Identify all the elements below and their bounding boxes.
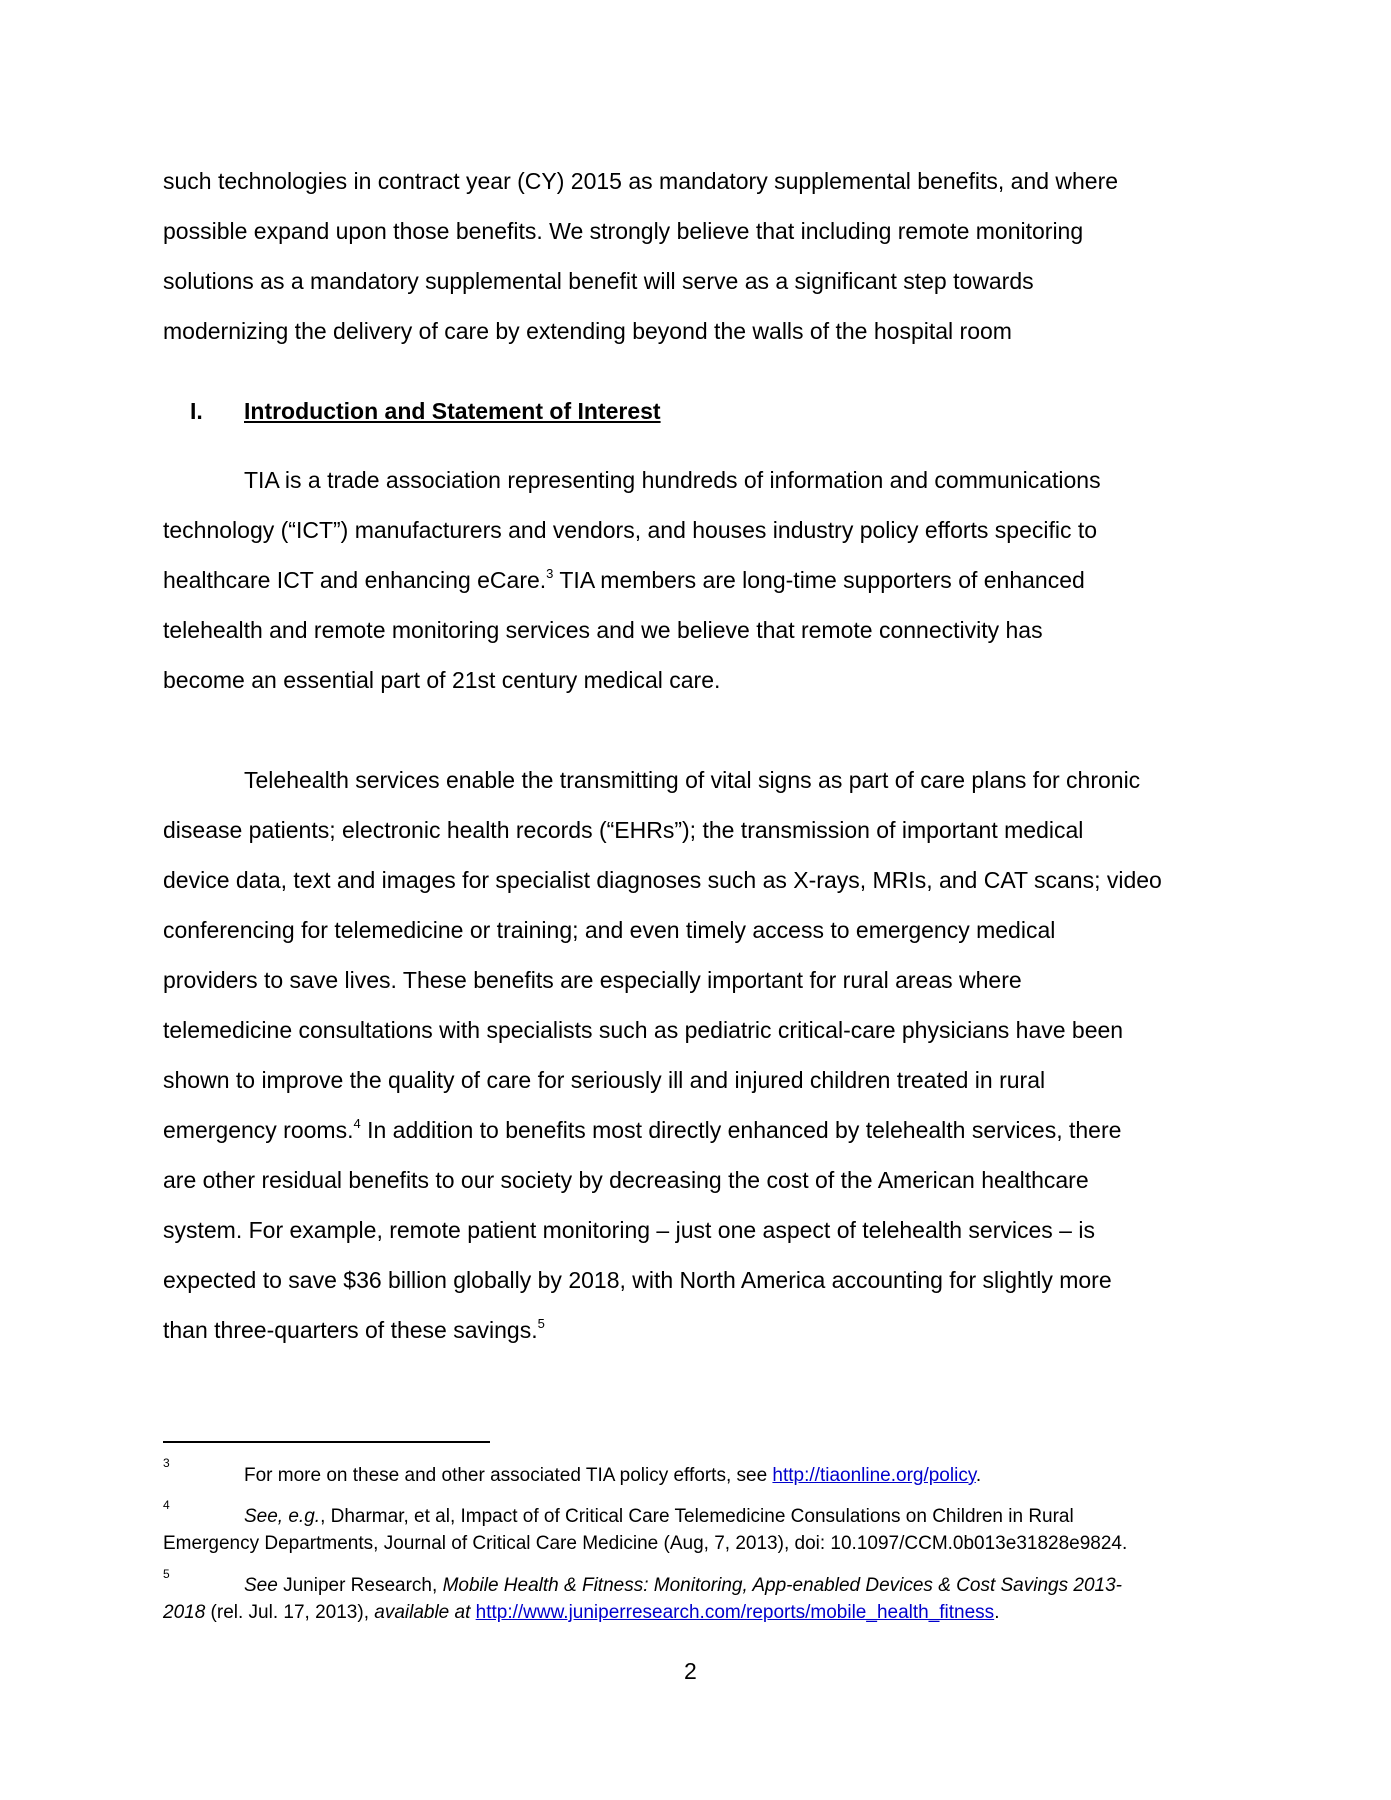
footnote-mark-5: 5 (163, 1567, 170, 1581)
footnote-text: For more on these and other associated TIA policy efforts, see (244, 1465, 773, 1486)
body-text-line: technology (“ICT”) manufacturers and vendors, and houses industry policy efforts specific to (163, 517, 1098, 543)
footnote-3 (244, 1462, 981, 1489)
text-segment: In addition to benefits most directly enhanced by telehealth services, there (360, 1117, 1122, 1143)
body-text-line: become an essential part of 21st century medical care. (163, 667, 721, 693)
body-text-line (163, 565, 1085, 595)
text-segment: than three-quarters of these savings. (163, 1317, 538, 1343)
footnote-title: 2018 (163, 1602, 206, 1623)
footnote-mark-4: 4 (163, 1498, 170, 1512)
body-text-line: are other residual benefits to our society by decreasing the cost of the American healthcare (163, 1167, 1089, 1193)
footnote-italic: See (244, 1575, 278, 1596)
body-text-line: possible expand upon those benefits. We strongly believe that including remote monitoring (163, 218, 1084, 244)
section-heading: Introduction and Statement of Interest (244, 398, 661, 424)
footnote-italic: See, e.g. (244, 1506, 321, 1527)
footnote-5-line2 (163, 1599, 999, 1626)
section-number: I. (190, 398, 203, 424)
footnote-ref-5[interactable]: 5 (537, 1316, 545, 1331)
body-text-line: system. For example, remote patient monitoring – just one aspect of telehealth services – is (163, 1217, 1095, 1243)
footnote-5-link[interactable]: http://www.juniperresearch.com/reports/mobile_health_fitness (475, 1602, 995, 1623)
page-number: 2 (684, 1658, 697, 1684)
footnote-4-line2: Emergency Departments, Journal of Critical Care Medicine (Aug, 7, 2013), doi: 10.1097/CCM.0b013e31828e9824. (163, 1533, 1128, 1554)
body-text-line: device data, text and images for specialist diagnoses such as X-rays, MRIs, and CAT scans; video (163, 867, 1162, 893)
footnote-text: , Dharmar, et al, Impact of of Critical Care Telemedicine Consulations on Children in Rural (320, 1506, 1074, 1527)
footnote-4-line1 (244, 1503, 1074, 1530)
body-text-line (163, 1315, 545, 1345)
footnote-text: Juniper Research, (277, 1575, 443, 1596)
body-text-line: telehealth and remote monitoring services and we believe that remote connectivity has (163, 617, 1043, 643)
footnote-5-line1 (244, 1572, 1122, 1599)
footnote-ref-4[interactable]: 4 (353, 1116, 361, 1131)
footnote-3-link[interactable]: http://tiaonline.org/policy (772, 1465, 976, 1486)
body-text-line: expected to save $36 billion globally by 2018, with North America accounting for slightly more (163, 1267, 1112, 1293)
body-text-line: TIA is a trade association representing hundreds of information and communications (244, 467, 1101, 493)
body-text-line: telemedicine consultations with specialists such as pediatric critical-care physicians have been (163, 1017, 1124, 1043)
body-text-line: shown to improve the quality of care for seriously ill and injured children treated in rural (163, 1067, 1046, 1093)
body-text-line: Telehealth services enable the transmitting of vital signs as part of care plans for chronic (244, 767, 1141, 793)
text-segment: healthcare ICT and enhancing eCare. (163, 567, 547, 593)
footnote-text: (rel. Jul. 17, 2013), (205, 1602, 375, 1623)
footnote-ref-3[interactable]: 3 (546, 566, 554, 581)
footnote-punct: . (975, 1465, 982, 1486)
body-text-line: providers to save lives. These benefits are especially important for rural areas where (163, 967, 1022, 993)
footnote-separator (163, 1441, 490, 1443)
body-text-line: such technologies in contract year (CY) 2015 as mandatory supplemental benefits, and where (163, 168, 1119, 194)
footnote-title: Mobile Health & Fitness: Monitoring, App-enabled Devices & Cost Savings 2013- (442, 1575, 1122, 1596)
body-text-line: conferencing for telemedicine or training; and even timely access to emergency medical (163, 917, 1056, 943)
footnote-punct: . (994, 1602, 1000, 1623)
text-segment: TIA members are long-time supporters of enhanced (553, 567, 1085, 593)
body-text-line: disease patients; electronic health records (“EHRs”); the transmission of important medical (163, 817, 1084, 843)
body-text-line (163, 1115, 1121, 1145)
text-segment: emergency rooms. (163, 1117, 354, 1143)
footnote-italic: available at (374, 1602, 471, 1623)
footnote-mark-3: 3 (163, 1456, 170, 1470)
body-text-line: solutions as a mandatory supplemental benefit will serve as a significant step towards (163, 268, 1034, 294)
body-text-line: modernizing the delivery of care by extending beyond the walls of the hospital room (163, 318, 1012, 344)
